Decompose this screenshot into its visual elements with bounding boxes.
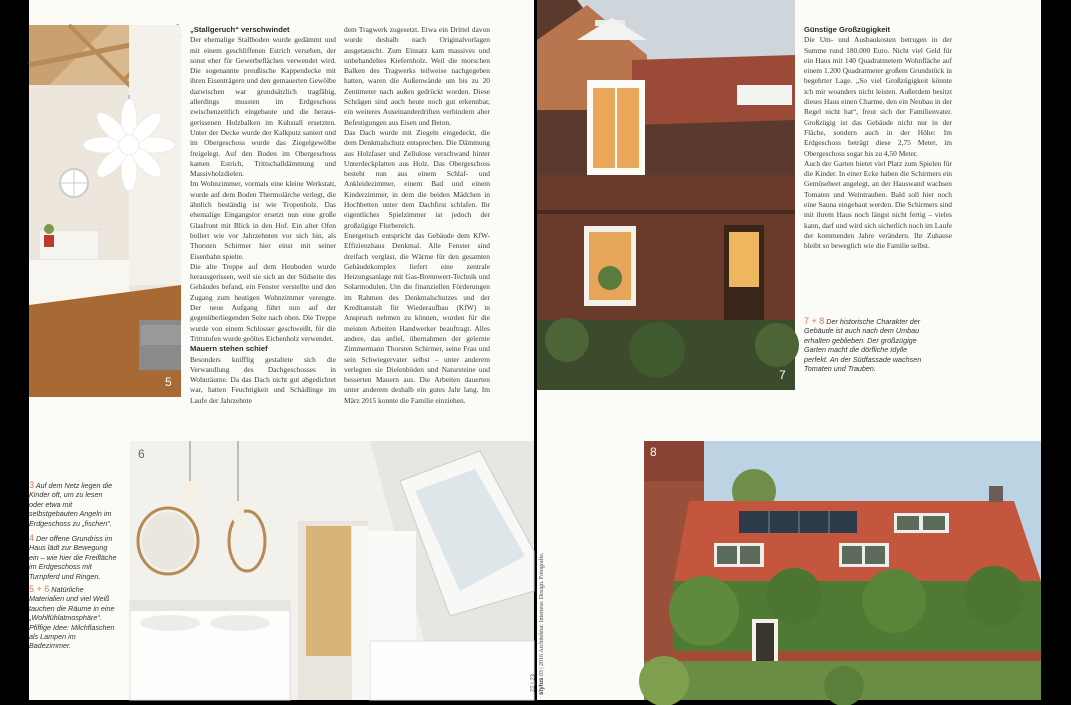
photo-5-living-room [29, 25, 181, 397]
paragraph: Das Dach wurde mit Ziegeln eingedeckt, die dem Denkmalschutz entsprechen. Die Dämmung aus Holzfaser und Zellulose verschwand hinter Unterdeckplatten aus Holz. Das Obergeschoss besteht nun aus einem Schlaf- und Ankleidezimmer, einem Bad und einem Kinderzimmer, in dem die beiden Mädchen in Hochbetten unter dem Dachfirst schlafen. Ihr eigentliches Spielzimmer ist jedoch der großzügige Flurbereich. [344, 127, 490, 230]
paragraph: dem Tragwerk zugesetzt. Etwa ein Drittel davon wurde deshalb nach Originalvorlagen ausgetauscht. Zum Einsatz kam massives und unbehandeltes Kiefernholz. Weil die morschen Balken des Tragwerks teilweise nachgegeben hatten, waren die Außenwände um bis zu 20 Zentimeter nach außen gedrückt worden. Diese Schrägen sind auch heute noch gut erkennbar, ein weiteres Auseinanderdriften verhindern aber Befestigungen aus Eisen und Beton. [344, 25, 490, 127]
section-heading: Mauern stehen schief [190, 344, 268, 354]
article-column-3 [804, 25, 952, 252]
photo-number: 6 [138, 447, 145, 461]
caption-number: 3 [29, 480, 35, 490]
article-column-1 [190, 25, 336, 406]
photo-7-facade [537, 0, 795, 390]
paragraph: Besonders knifflig gestaltete sich die Verwandlung des Dachgeschosses in Wohnräume. Da das Dach nicht gut abgedichtet war, hatten Feuchtigkeit und Schädlinge im Laufe der Jahrzehnte [190, 354, 336, 405]
article-column-2 [344, 25, 490, 406]
section-heading: „Stallgeruch“ verschwindet [190, 25, 290, 34]
photo-number: 5 [165, 375, 172, 389]
section-heading: Günstige Großzügigkeit [804, 25, 891, 34]
photo-6-bathroom [130, 441, 534, 700]
caption-7-8 [804, 317, 922, 373]
paragraph: Die Um- und Ausbaukosten betrugen in der Summe rund 180.000 Euro. Nicht viel Geld für ein Haus mit 140 Quadratmetern Wohnfläche auf einem 1.200 Quadratmeter großem Grundstück in begehrter Lage. „So viel Großzügigkeit könnte ich mir woanders nicht leisten. Außerdem besitzt dieses Haus einen Charme, den ein Neubau in der Regel nicht hat“, freut sich der Familienvater. Großzügig ist das Gebäude nicht nur in der Fläche, sondern auch in der Höhe: Im Erdgeschoss beträgt diese 2,75 Meter, im Obergeschoss sogar bis zu 4,50 Meter. [804, 35, 952, 158]
paragraph: Im Wohnzimmer, vormals eine kleine Werkstatt, wurde auf dem Boden Thermolärche verlegt, die ähnlich beständig ist wie Tropenholz. Das ehemalige Eingangstor ersetzt nun eine große Glasfront mit Blick in den Hof. Ein alter Ofen bollert wie vor Jahrzehnten vor sich hin, als Thorsten Schirmer hier einst mit seiner Eisenbahn spielte. [190, 179, 336, 261]
caption-text: Natürliche Materialien und viel Weiß tauchen die Räume in eine „Wohlfühlatmosphäre“. Pfiffige Idee: Milchflaschen als Lampen im Badezimmer. [29, 585, 115, 651]
right-page [537, 0, 1041, 700]
paragraph: Auch der Garten bietet viel Platz zum Spielen für die Kinder. In einer Ecke haben die Schirmers ein Gemüsebeet angelegt, an der Hauswand wachsen Tomaten und Weintrauben. Bald soll hier noch eine Sauna eingebaut werden. Die Schirmers sind mit ihrem Haus noch längst nicht fertig – vieles kann, darf und wird sich sicherlich noch im Laufe der kommenden Jahre verändern. Ihr Zuhause bleibt so beweglich wie die Familie selbst. [804, 158, 952, 251]
caption-number: 5 + 6 [29, 584, 50, 594]
caption-text: Auf dem Netz liegen die Kinder oft, um zu lesen oder etwa mit selbstgebauten Angeln im Erdgeschoss zu „fischen“. [29, 481, 113, 528]
caption-text: Der offene Grundriss im Haus lädt zur Bewegung ein – wie hier die Freifläche im Erdgeschoss mit Turnpferd und Ringen. [29, 534, 117, 581]
paragraph: Die alte Treppe auf dem Heuboden wurde herausgerissen, weil sie sich an der Südseite des Gebäudes befand, ein Fenster verstellte und den Zugang zum heutigen Wohnzimmer verengte. Der neue Aufgang führt nun auf der gegenüberliegenden Seite nach oben. Die Treppe wurde von einem Schlosser geschweißt, für die Trittstufen wurde geöltes Eichenholz verwendet. [190, 261, 336, 343]
photo-number: 7 [779, 368, 786, 382]
page-folio: 22 | 23 [530, 674, 536, 693]
caption-3 [29, 481, 117, 528]
left-page [29, 0, 534, 700]
caption-4 [29, 534, 117, 581]
caption-number: 7 + 8 [804, 316, 825, 326]
photo-8-house-garden [644, 441, 1041, 700]
caption-5-6 [29, 585, 117, 651]
paragraph: Der ehemalige Stallboden wurde gedämmt und mit einem geschliffenen Estrich versehen, der sonst eher für Gewerbeflächen verwendet wird. Die sogenannte preußische Kappendecke mit ihren Eisenträgern und den gemauerten Gewölbe dazwischen war grundsätzlich tragfähig, allerdings mussten im Erdgeschoss zwischenzeitlich eingebaute und die herausgerissenen Holzbalken im Kuhstall ersetzten. Unter der Decke wurde der Kalkputz saniert und im Obergeschoss wurde das Ziegelgewölbe freigelegt. Auf den Boden im Obergeschoss kamen Estrich, Trittschalldämmung und Massivholzdielen. [190, 35, 336, 179]
caption-text: Der historische Charakter der Gebäude ist auch nach dem Umbau erhalten geblieben. Der großzügige Garten macht die dörfliche Idylle perfekt. An der Südfassade wachsen Tomaten und Trauben. [804, 317, 922, 374]
magazine-spine-text [539, 515, 545, 695]
caption-number: 4 [29, 533, 35, 543]
photo-number: 8 [650, 445, 657, 459]
issue-line: 03 | 2016 Architektur. Interieur. Design. Fotografie. [539, 552, 545, 677]
brand-logo: stylus [539, 677, 545, 695]
paragraph: Energetisch entspricht das Gebäude dem KfW-Effizienzhaus Denkmal. Alle Fenster sind dreifach verglast, die Wärme für den gesamten Gebäudekomplex liefert eine zentrale Heizungsanlage mit Gas-Brennwert-Technik und Solarmodulen. Um die finanziellen Förderungen im Rahmen des Denkmalschutzes und der Kreditanstalt für Wiederaufbau (KfW) in Anspruch nehmen zu können, wurden für die meisten Arbeiten Handwerker beauftragt. Alles andere, das anfiel, übernahmen der gelernte Zimmermann Thorsten Schirmer, seine Frau und sein Schwiegervater selbst – unter anderem verlegten sie Dielenböden und Natursteine und besserten Mauern aus. Die Arbeiten dauerten unter anderem deshalb ein gutes Jahr lang. Im März 2015 konnte die Familie einziehen. [344, 230, 490, 405]
